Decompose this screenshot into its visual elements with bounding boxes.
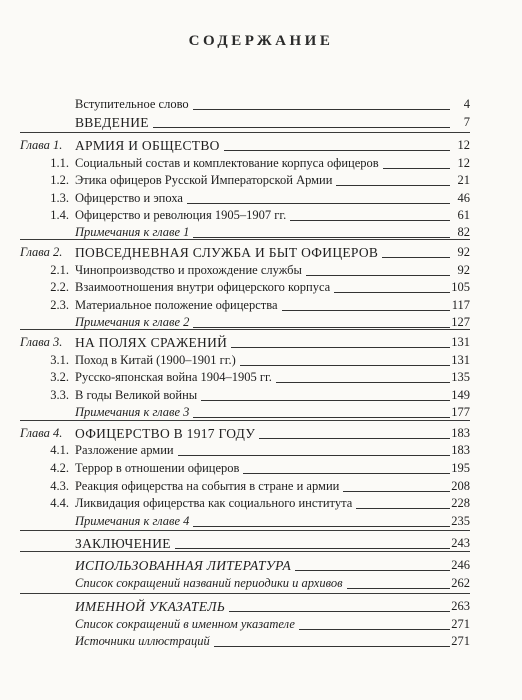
entry-title: Список сокращений названий периодики и архивов [75, 576, 343, 590]
toc-entry [0, 387, 522, 404]
toc-entry [0, 495, 522, 512]
toc-entry [0, 137, 522, 154]
section-divider [20, 132, 470, 133]
section-number: 2.2. [50, 280, 69, 294]
section-number: 3.2. [50, 370, 69, 384]
toc-entry [0, 616, 522, 633]
entry-title: Офицерство и революция 1905–1907 гг. [75, 208, 287, 222]
toc-entry [0, 297, 522, 314]
toc-entry [0, 478, 522, 495]
leader-line [282, 310, 450, 311]
leader-line [224, 150, 450, 151]
section-number: 4.4. [50, 496, 69, 510]
section-number: 4.3. [50, 479, 69, 493]
leader-line [175, 548, 450, 549]
page-number: 228 [451, 496, 470, 510]
section-divider [20, 593, 470, 594]
page-number: 263 [451, 599, 470, 613]
entry-title: Источники иллюстраций [75, 634, 210, 648]
entry-title: Офицерство и эпоха [75, 191, 183, 205]
page-number: 262 [451, 576, 470, 590]
leader-line [153, 127, 450, 128]
entry-title: Примечания к главе 4 [75, 514, 190, 528]
toc-entry [0, 404, 522, 421]
page-number: 105 [451, 280, 470, 294]
leader-line [231, 347, 450, 348]
leader-line [214, 646, 450, 647]
entry-title: Социальный состав и комплектование корпуса офицеров [75, 156, 379, 170]
leader-line [299, 629, 450, 630]
page-number: 131 [451, 353, 470, 367]
entry-title: Материальное положение офицерства [75, 298, 278, 312]
leader-line [334, 292, 450, 293]
entry-title: Примечания к главе 3 [75, 405, 190, 419]
page-number: 183 [451, 443, 470, 457]
entry-title: ПОВСЕДНЕВНАЯ СЛУЖБА И БЫТ ОФИЦЕРОВ [75, 245, 379, 260]
toc-entry [0, 352, 522, 369]
entry-title: Взаимоотношения внутри офицерского корпуса [75, 280, 331, 294]
page-number: 117 [451, 298, 470, 312]
leader-line [306, 275, 450, 276]
toc-entry [0, 207, 522, 224]
section-number: 4.1. [50, 443, 69, 457]
toc-entry [0, 575, 522, 592]
leader-line [356, 508, 450, 509]
entry-title: Русско-японская война 1904–1905 гг. [75, 370, 272, 384]
page-number: 4 [463, 97, 470, 111]
leader-line [193, 109, 450, 110]
leader-line [259, 438, 450, 439]
entry-title: Ликвидация офицерства как социального института [75, 496, 353, 510]
entry-title: Примечания к главе 1 [75, 225, 190, 239]
entry-title: ИСПОЛЬЗОВАННАЯ ЛИТЕРАТУРА [75, 558, 292, 573]
page-number: 12 [457, 138, 470, 152]
entry-title: Вступительное слово [75, 97, 189, 111]
leader-line [178, 455, 450, 456]
leader-line [382, 257, 450, 258]
entry-title: Список сокращений в именном указателе [75, 617, 295, 631]
toc-entry [0, 262, 522, 279]
section-number: 1.3. [50, 191, 69, 205]
page-number: 183 [451, 426, 470, 440]
leader-line [343, 491, 450, 492]
entry-title: Этика офицеров Русской Императорской Армии [75, 173, 333, 187]
section-number: 4.2. [50, 461, 69, 475]
entry-title: В годы Великой войны [75, 388, 198, 402]
leader-line [201, 400, 450, 401]
leader-line [290, 220, 450, 221]
entry-title: АРМИЯ И ОБЩЕСТВО [75, 138, 220, 153]
leader-line [193, 526, 450, 527]
page-number: 7 [463, 115, 470, 129]
page-number: 149 [451, 388, 470, 402]
section-number: 1.2. [50, 173, 69, 187]
section-divider [20, 239, 470, 240]
toc-entry [0, 190, 522, 207]
section-number: 1.1. [50, 156, 69, 170]
page-number: 82 [457, 225, 470, 239]
chapter-number: Глава 4. [20, 426, 63, 440]
entry-title: Реакция офицерства на события в стране и армии [75, 479, 340, 493]
chapter-number: Глава 3. [20, 335, 63, 349]
section-divider [20, 420, 470, 421]
page-number: 246 [451, 558, 470, 572]
page-title: СОДЕРЖАНИЕ [188, 33, 334, 49]
toc-entry [0, 633, 522, 650]
toc-entry [0, 535, 522, 552]
leader-line [229, 611, 450, 612]
leader-line [193, 327, 450, 328]
leader-line [347, 588, 450, 589]
toc-entry [0, 442, 522, 459]
section-number: 1.4. [50, 208, 69, 222]
section-number: 3.1. [50, 353, 69, 367]
leader-line [193, 417, 450, 418]
page-number: 131 [451, 335, 470, 349]
page-number: 177 [451, 405, 470, 419]
entry-title: ВВЕДЕНИЕ [75, 115, 149, 130]
page-number: 12 [457, 156, 470, 170]
toc-entry [0, 114, 522, 131]
leader-line [383, 168, 450, 169]
page-number: 21 [457, 173, 470, 187]
leader-line [295, 570, 450, 571]
section-divider [20, 329, 470, 330]
toc-entry [0, 244, 522, 261]
entry-title: НА ПОЛЯХ СРАЖЕНИЙ [75, 335, 228, 350]
toc-entry [0, 334, 522, 351]
leader-line [243, 473, 450, 474]
leader-line [240, 365, 450, 366]
entry-title: Террор в отношении офицеров [75, 461, 240, 475]
leader-line [336, 185, 450, 186]
entry-title: Разложение армии [75, 443, 174, 457]
chapter-number: Глава 2. [20, 245, 63, 259]
page-number: 127 [451, 315, 470, 329]
toc-entry [0, 172, 522, 189]
page-number: 243 [451, 536, 470, 550]
entry-title: ИМЕННОЙ УКАЗАТЕЛЬ [75, 599, 226, 614]
section-divider [20, 530, 470, 531]
page-number: 235 [451, 514, 470, 528]
entry-title: Чинопроизводство и прохождение службы [75, 263, 302, 277]
toc-entry [0, 557, 522, 574]
toc-entry [0, 96, 522, 113]
page-number: 135 [451, 370, 470, 384]
page-number: 271 [451, 634, 470, 648]
page-number: 92 [457, 245, 470, 259]
section-number: 2.1. [50, 263, 69, 277]
toc-entry [0, 155, 522, 172]
page-number: 46 [457, 191, 470, 205]
entry-title: ЗАКЛЮЧЕНИЕ [75, 536, 171, 551]
section-divider [20, 551, 470, 552]
toc-entry [0, 598, 522, 615]
page-number: 195 [451, 461, 470, 475]
section-number: 2.3. [50, 298, 69, 312]
entry-title: Примечания к главе 2 [75, 315, 190, 329]
toc-entry [0, 369, 522, 386]
page-number: 271 [451, 617, 470, 631]
page-number: 208 [451, 479, 470, 493]
entry-title: Поход в Китай (1900–1901 гг.) [75, 353, 236, 367]
leader-line [193, 237, 450, 238]
entry-title: ОФИЦЕРСТВО В 1917 ГОДУ [75, 426, 256, 441]
toc-entry [0, 279, 522, 296]
toc-entry [0, 513, 522, 530]
chapter-number: Глава 1. [20, 138, 63, 152]
section-number: 3.3. [50, 388, 69, 402]
page-number: 61 [457, 208, 470, 222]
leader-line [187, 203, 450, 204]
toc-entry [0, 425, 522, 442]
leader-line [276, 382, 450, 383]
toc-entry [0, 460, 522, 477]
page-number: 92 [457, 263, 470, 277]
